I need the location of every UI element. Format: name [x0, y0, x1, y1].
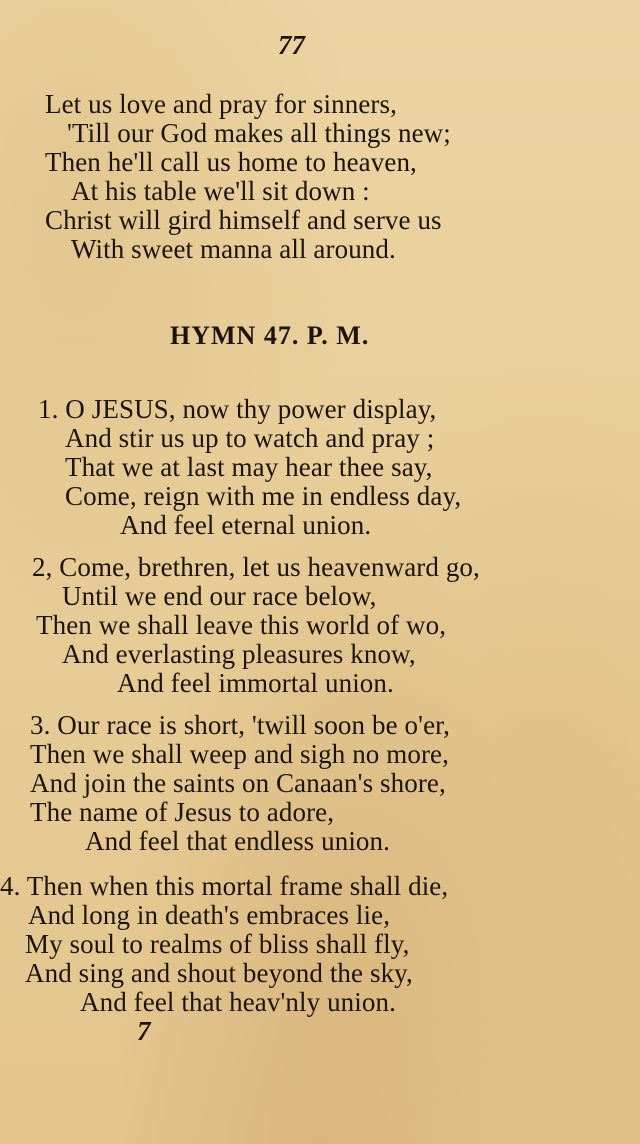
verse-line: 1. O JESUS, now thy power display, [38, 394, 437, 424]
verse-line: And long in death's embraces lie, [28, 900, 391, 930]
hymn-heading: HYMN 47. P. M. [170, 321, 370, 350]
verse-line: That we at last may hear thee say, [65, 452, 433, 482]
verse-line: And sing and shout beyond the sky, [25, 958, 413, 988]
verse-line: Then we shall weep and sigh no more, [30, 739, 449, 769]
verse-line: Christ will gird himself and serve us [45, 205, 442, 235]
verse-line: My soul to realms of bliss shall fly, [25, 929, 410, 959]
verse-line: And feel eternal union. [120, 510, 372, 540]
verse-line: And feel immortal union. [117, 668, 394, 698]
verse-line: And feel that endless union. [85, 826, 390, 856]
verse-line: Let us love and pray for sinners, [45, 89, 397, 119]
verse-line: The name of Jesus to adore, [30, 797, 335, 827]
verse-line: 3. Our race is short, 'twill soon be o'er, [30, 710, 451, 740]
page-number: 77 [278, 30, 305, 60]
verse-line: And join the saints on Canaan's shore, [30, 768, 446, 798]
verse-line: At his table we'll sit down : [71, 176, 370, 206]
verse-line: Then we shall leave this world of wo, [36, 610, 447, 640]
verse-line: 4. Then when this mortal frame shall die, [0, 871, 449, 901]
verse-line: Then he'll call us home to heaven, [45, 147, 417, 177]
verse-line: And everlasting pleasures know, [62, 639, 416, 669]
verse-line: 2, Come, brethren, let us heavenward go, [32, 552, 480, 582]
signature-mark: 7 [137, 1016, 151, 1046]
verse-line: With sweet manna all around. [71, 234, 396, 264]
verse-line: And stir us up to watch and pray ; [65, 423, 435, 453]
verse-line: Until we end our race below, [62, 581, 377, 611]
verse-line: And feel that heav'nly union. [80, 987, 396, 1017]
verse-line: Come, reign with me in endless day, [65, 481, 462, 511]
verse-line: 'Till our God makes all things new; [67, 118, 451, 148]
